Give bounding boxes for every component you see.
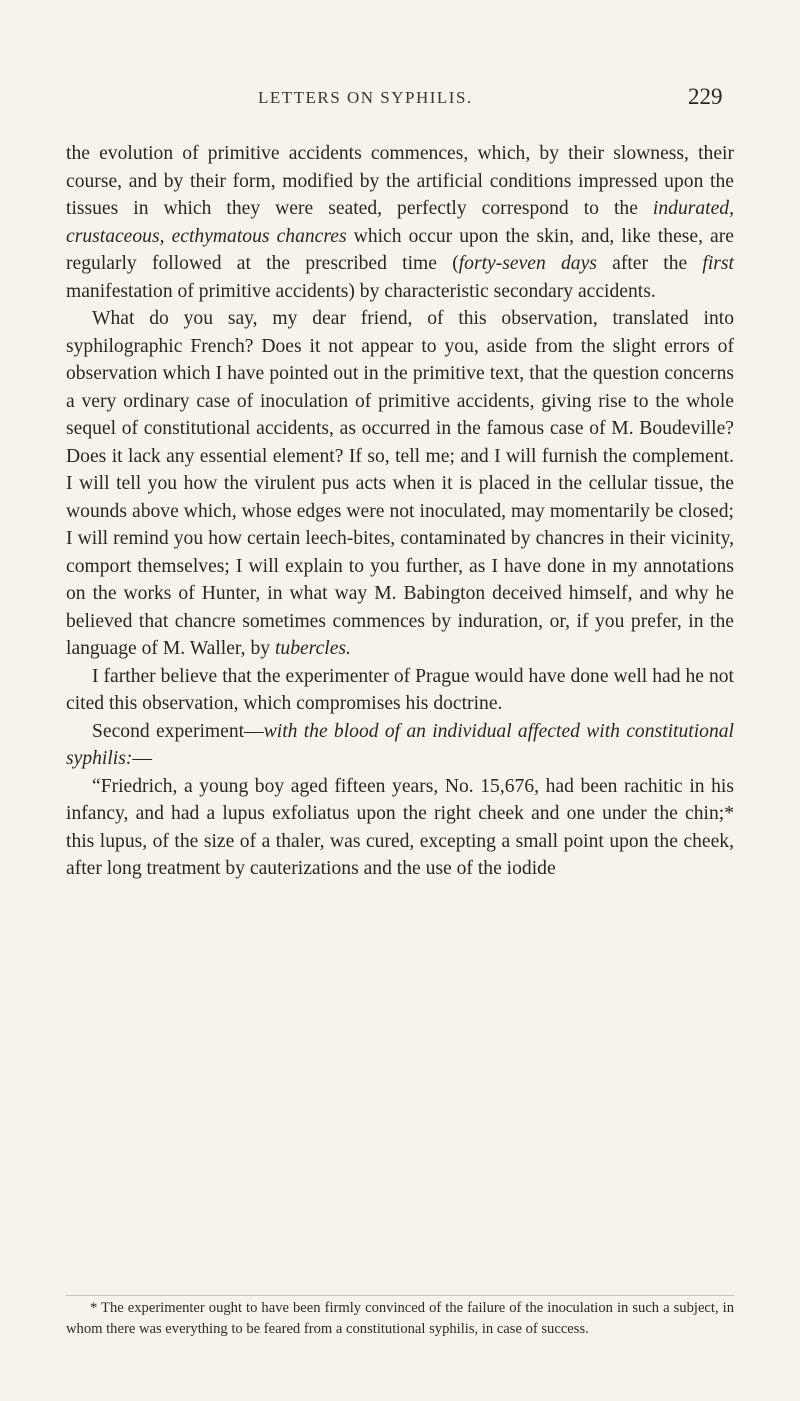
paragraph [66,773,734,883]
paragraph [66,305,734,663]
text-run: “Friedrich, a young boy aged fifteen years, No. 15,676, had been rachitic in his infancy, and had a lupus exfoliatus upon the right cheek and one under the chin;* this lupus, of the size of a thaler, was cured, excepting a small point upon the cheek, after long treatment by cauterizations and the use of the iodide [66,775,734,879]
paragraph [66,663,734,718]
italic-text: with the blood of an individual affected with constitutional syphilis: [66,720,734,769]
text-run: manifestation of primitive accidents) by characteristic secondary accidents. [66,280,656,302]
paragraph [66,718,734,773]
text-run: Second experiment— [92,720,264,742]
footnote-text: * The experimenter ought to have been firmly convinced of the failure of the inoculation in such a subject, in whom there was everything to be feared from a constitutional syphilis, in case of success. [66,1300,734,1337]
running-title: LETTERS ON SYPHILIS. [258,88,473,107]
paragraph [66,140,734,305]
text-run: after the [596,253,703,274]
text-run: I farther believe that the experimenter of Prague would have done well had he not cited this observation, which compromises his doctrine. [66,665,734,714]
italic-text: forty-seven days [458,253,597,274]
italic-text: tubercles. [274,638,351,659]
text-run: the evolution of primitive accidents commences, which, by their slowness, their course, and by their form, modified by the artificial conditions impressed upon the tissues in which they were seated, perfectly correspond to the [66,143,734,219]
italic-text: first [702,253,735,274]
page-number: 229 [688,84,723,109]
italic-text: indurated, crustaceous, ecthymatous chancres [66,198,734,247]
body-text [66,140,734,883]
footnote [66,1298,734,1340]
text-run: which occur upon the skin, and, like these, are regularly followed at the prescribed time ( [66,225,734,274]
text-run: What do you say, my dear friend, of this observation, translated into syphilographic French? Does it not appear to you, aside from the slight errors of observation which I have pointed out in the primitive text, that the question concerns a very ordinary case of inoculation of primitive accidents, giving rise to the whole sequel of constitutional accidents, as occurred in the famous case of M. Boudeville? Does it lack any essential element? If so, tell me; and I will furnish the complement. I will tell you how the virulent pus acts when it is placed in the cellular tissue, the wounds above which, whose edges were not inoculated, may momentarily be closed; I will remind you how certain leech-bites, contaminated by chancres in their vicinity, comport themselves; I will explain to you further, as I have done in my annotations on the works of Hunter, in what way M. Babington deceived himself, and why he believed that chancre sometimes commences by induration, or, if you prefer, in the language of M. Waller, by [66,308,734,659]
footnote-separator [66,1295,734,1296]
text-run: — [132,748,152,769]
running-head [0,84,800,118]
